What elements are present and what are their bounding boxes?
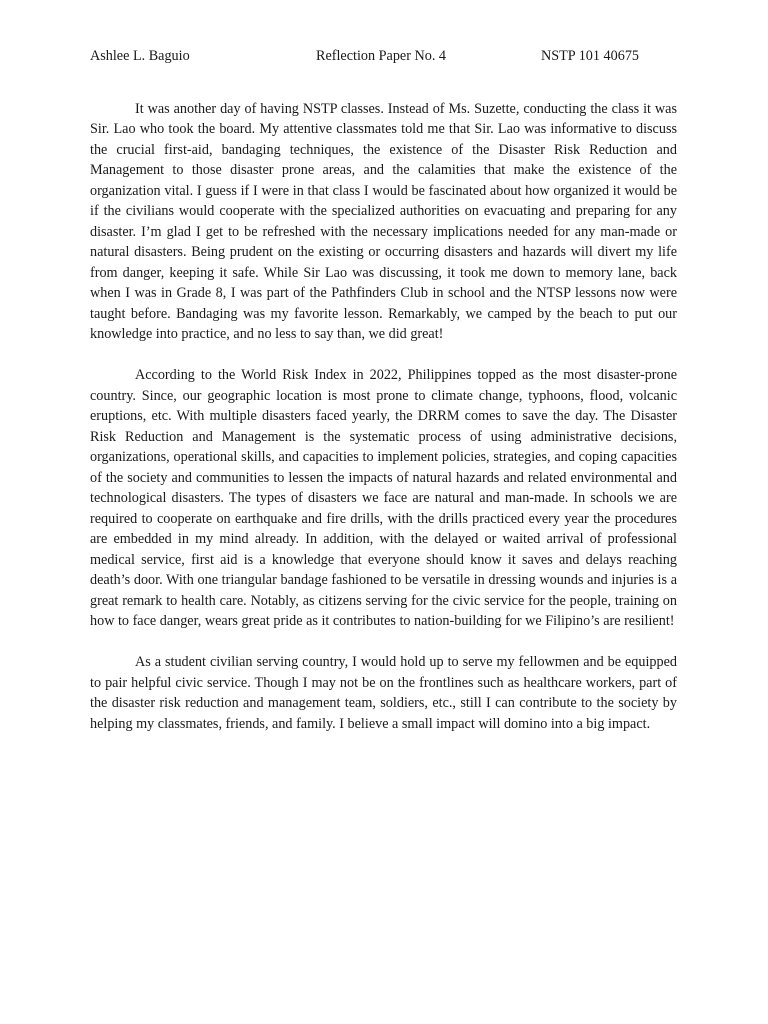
paragraph-1: It was another day of having NSTP classes. Instead of Ms. Suzette, conducting the class it was Sir. Lao who took the board. My attentive classmates told me that Sir. Lao was informative to discuss the crucial first-aid, bandaging techniques, the existence of the Disaster Risk Reduction and Management to those disaster prone areas, and the calamities that make the existence of the organization vital. I guess if I were in that class I would be fascinated about how organized it would be if the civilians would cooperate with the specialized authorities on evacuating and preparing for any disaster. I’m glad I get to be refreshed with the necessary implications needed for any man-made or natural disasters. Being prudent on the existing or occurring disasters and hazards will divert my life from danger, keeping it safe. While Sir Lao was discussing, it took me down to memory lane, back when I was in Grade 8, I was part of the Pathfinders Club in school and the NTSP lessons now were taught before. Bandaging was my favorite lesson. Remarkably, we camped by the beach to put our knowledge into practice, and no less to say than, we did great! (90, 100, 677, 342)
paragraph-3: As a student civilian serving country, I would hold up to serve my fellowmen and be equipped to pair helpful civic service. Though I may not be on the frontlines such as healthcare workers, part of the disaster risk reduction and management team, soldiers, etc., still I can contribute to the society by helping my classmates, friends, and family. I believe a small impact will domino into a big impact. (90, 654, 677, 732)
course-code: NSTP 101 40675 (541, 48, 640, 64)
author-name: Ashlee L. Baguio (90, 48, 190, 64)
page-header (90, 46, 680, 66)
document-body (90, 99, 677, 755)
paragraph-2: According to the World Risk Index in 2022, Philippines topped as the most disaster-prone country. Since, our geographic location is most prone to climate change, typhoons, flood, volcanic eruptions, etc. With multiple disasters faced yearly, the DRRM comes to save the day. The Disaster Risk Reduction and Management is the systematic process of using administrative decisions, organizations, operational skills, and capacities to implement policies, strategies, and coping capacities of the society and communities to lessen the impacts of natural hazards and related environmental and technological disasters. The types of disasters we face are natural and man-made. In schools we are required to cooperate on earthquake and fire drills, with the drills practiced every year the procedures are embedded in my mind already. In addition, with the delayed or waited arrival of professional medical service, first aid is a knowledge that everyone should know it saves and delays reaching death’s door. With one triangular bandage fashioned to be versatile in dressing wounds and injuries is a great remark to health care. Notably, as citizens serving for the civic service for the people, training on how to face danger, wears great pride as it contributes to nation-building for we Filipino’s are resilient! (90, 367, 677, 629)
paper-title: Reflection Paper No. 4 (316, 48, 447, 64)
